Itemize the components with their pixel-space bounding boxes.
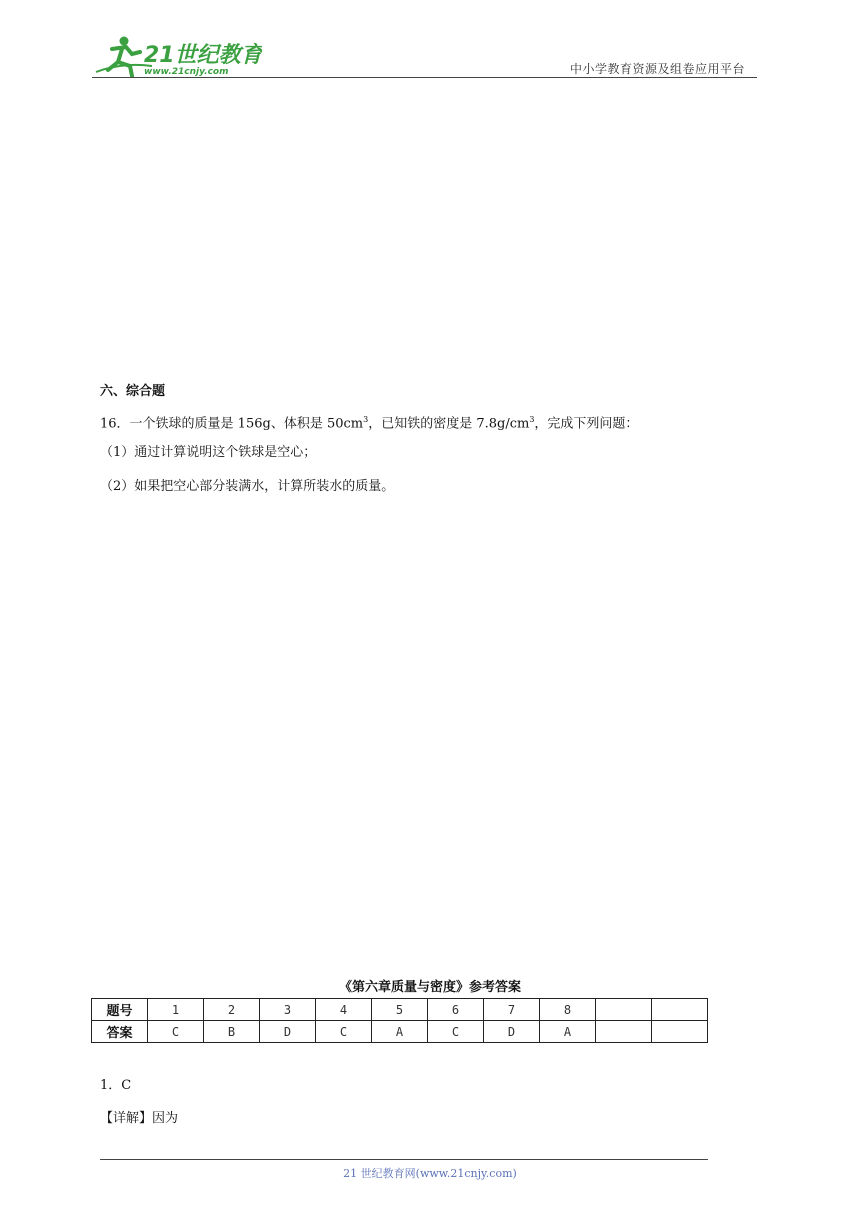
table-cell: 2 [204,999,260,1021]
table-cell: 8 [540,999,596,1021]
footer-divider [100,1159,708,1160]
row-label: 答案 [92,1021,148,1043]
table-cell: C [316,1021,372,1043]
table-cell: B [204,1021,260,1043]
answer-key-title: 《第六章质量与密度》参考答案 [338,980,521,995]
table-cell: 7 [484,999,540,1021]
table-cell: 4 [316,999,372,1021]
table-cell: 3 [260,999,316,1021]
answer-1: 1．C [100,1078,132,1093]
runner-logo-icon [92,32,262,80]
row-label: 题号 [92,999,148,1021]
svg-text:www.21cnjy.com: www.21cnjy.com [144,67,229,77]
answer-1-detail: 【详解】因为 [100,1111,179,1126]
question-text-b: ，已知铁的密度是 7.8g/cm [368,416,530,432]
question-text-a: 一个铁球的质量是 156g、体积是 50cm [129,416,364,432]
section-heading: 六、综合题 [100,384,166,399]
table-cell [652,1021,708,1043]
table-cell: D [260,1021,316,1043]
question-text-c: ，完成下列问题： [534,416,639,432]
answer-table [91,998,708,1043]
table-cell: 5 [372,999,428,1021]
footer-link[interactable]: 21 世纪教育网(www.21cnjy.com) [343,1167,517,1180]
site-logo [92,32,262,80]
header-divider [92,77,757,78]
table-row [92,999,708,1021]
question-number: 16． [100,416,130,432]
platform-name: 中小学教育资源及组卷应用平台 [570,62,746,76]
table-cell: C [148,1021,204,1043]
superscript: 3 [529,415,535,424]
sub-question-1: （1）通过计算说明这个铁球是空心； [100,445,317,460]
table-cell [652,999,708,1021]
table-cell: C [428,1021,484,1043]
question-16 [100,410,638,434]
superscript: 3 [363,415,369,424]
table-cell: 1 [148,999,204,1021]
table-cell: 6 [428,999,484,1021]
sub-question-2: （2）如果把空心部分装满水，计算所装水的质量。 [100,479,395,494]
table-cell [596,999,652,1021]
table-row [92,1021,708,1043]
table-cell: A [372,1021,428,1043]
table-cell: A [540,1021,596,1043]
table-cell [596,1021,652,1043]
svg-text:21世纪教育: 21世纪教育 [144,43,262,68]
table-cell: D [484,1021,540,1043]
